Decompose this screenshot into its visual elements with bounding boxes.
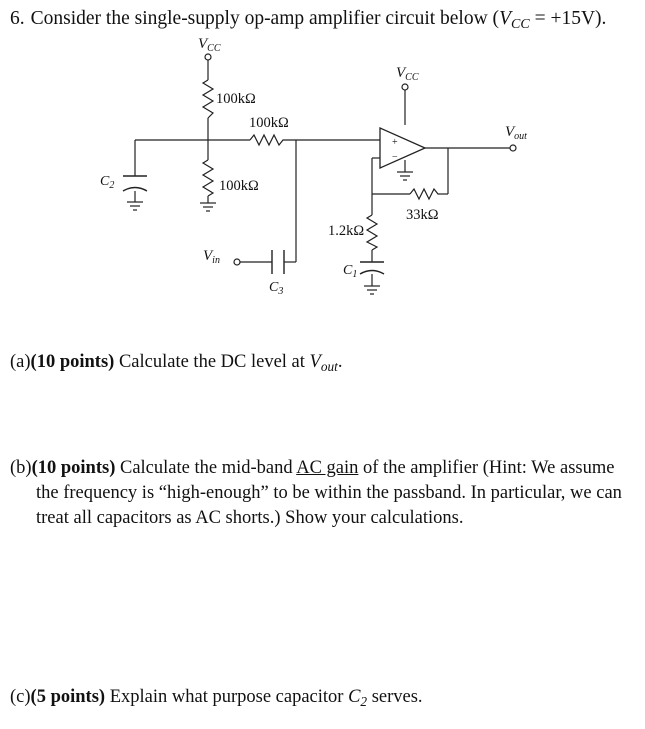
part-a-var-sub: out [320, 358, 338, 374]
part-a-var: V [309, 352, 321, 372]
r-feedback-label: 33kΩ [406, 207, 439, 223]
op-amp [380, 128, 425, 168]
part-a-end: . [337, 352, 343, 372]
part-a-points: (10 points) [30, 352, 115, 372]
vcc-left-label: $V_{CC}$ [198, 36, 221, 54]
part-b [10, 456, 635, 531]
vcc-left-terminal [205, 54, 211, 60]
wires [135, 60, 510, 286]
r-top-label: 100kΩ [216, 91, 256, 107]
part-b-label: (b) [10, 458, 32, 478]
question-text: Consider the single-supply op-amp amplifier circuit below ( [30, 8, 500, 29]
vcc-subscript: CC [510, 16, 530, 33]
part-b-rest: of the amplifier (Hint: We assume the frequency is “high-enough” to be within the passband. In particular, we can treat all capacitors as AC shorts.) Show your calculations. [36, 458, 622, 528]
part-b-text: Calculate the mid-band [115, 458, 297, 478]
part-a [10, 350, 635, 379]
part-c-end: serves. [367, 687, 423, 707]
part-b-underlined: AC gain [296, 458, 359, 478]
resistor-top-100k [203, 80, 213, 118]
part-c-label: (c) [10, 687, 31, 707]
vin-label: $V_{in}$ [203, 248, 220, 266]
part-c-var-sub: 2 [360, 693, 368, 709]
part-a-text: Calculate the DC level at [114, 352, 310, 372]
vcc-value: = +15V). [529, 8, 607, 29]
part-c-text: Explain what purpose capacitor [105, 687, 349, 707]
capacitor-c2 [123, 176, 147, 191]
ground-opamp [397, 172, 413, 180]
r-ground-label: 1.2kΩ [328, 223, 365, 239]
c3-label: $C_3$ [269, 280, 284, 297]
ground-c1 [364, 286, 380, 294]
vout-label: $V_{out}$ [505, 124, 527, 142]
ground-bottom-resistor [200, 196, 216, 211]
op-amp-plus: + [392, 137, 398, 148]
resistor-ground-1-2k [367, 215, 377, 250]
capacitor-c1 [360, 262, 384, 274]
part-c [10, 685, 635, 714]
r-bottom-label: 100kΩ [219, 178, 259, 194]
c2-label: $C_2$ [100, 174, 115, 191]
question-number: 6. [10, 8, 25, 29]
capacitor-c3 [272, 250, 284, 274]
vcc-right-terminal [402, 84, 408, 90]
part-c-var: C [348, 687, 361, 707]
resistor-feedback-33k [410, 189, 440, 199]
vout-terminal [510, 145, 516, 151]
part-a-label: (a) [10, 352, 31, 372]
part-b-points: (10 points) [31, 458, 116, 478]
part-c-points: (5 points) [30, 687, 106, 707]
resistor-series-100k [250, 135, 296, 145]
r-series-label: 100kΩ [249, 115, 289, 131]
vcc-symbol: V [499, 8, 511, 29]
resistor-bottom-100k [203, 160, 213, 196]
circuit-diagram [0, 0, 645, 330]
op-amp-minus: − [392, 152, 398, 163]
vin-terminal [234, 259, 240, 265]
ground-c2 [127, 202, 143, 210]
c1-label: $C_1$ [343, 263, 358, 280]
vcc-right-label: $V_{CC}$ [396, 65, 419, 83]
